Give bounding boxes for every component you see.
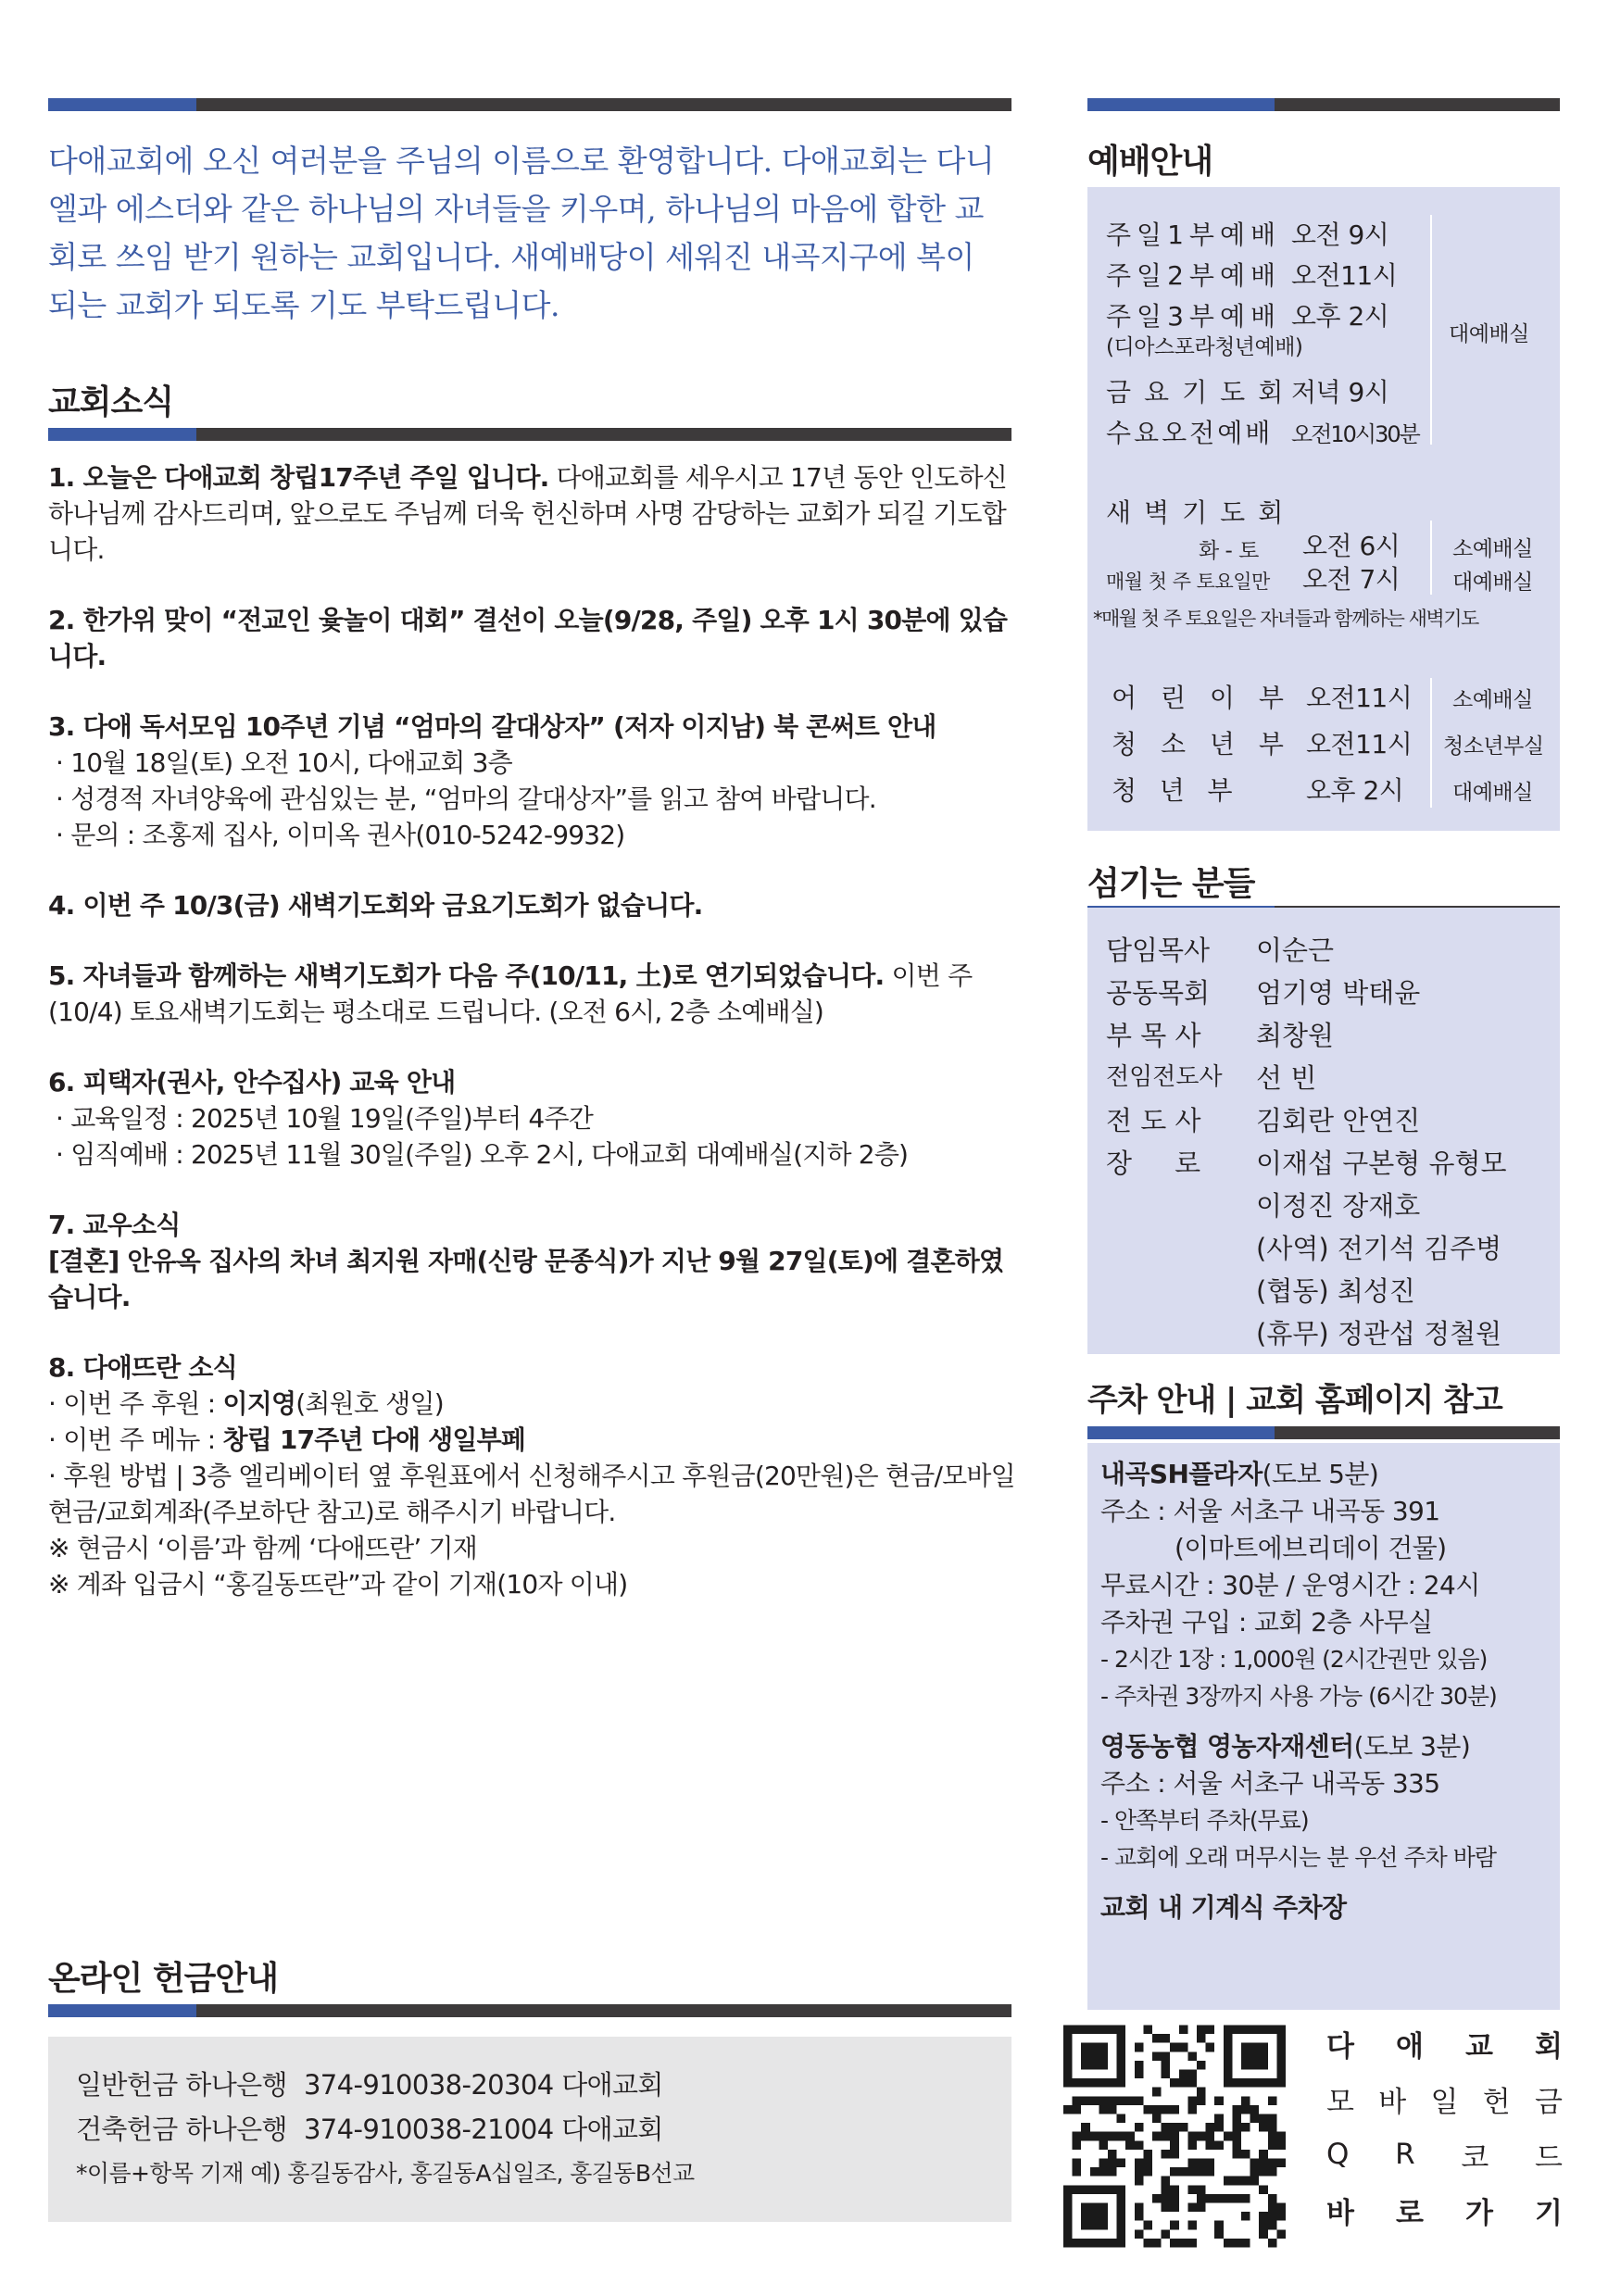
qr-caption-char: 가 bbox=[1465, 2196, 1493, 2230]
qr-caption-line-2 bbox=[1326, 2071, 1563, 2127]
news-item-3-detail: · 성경적 자녀양육에 관심있는 분, “엄마의 갈대상자”를 읽고 참여 바랍니다. bbox=[56, 784, 876, 814]
news-item-8-sponsor bbox=[48, 1386, 1016, 1422]
worship-divider-1 bbox=[1430, 215, 1432, 445]
staff-heading: 섬기는 분들 bbox=[1087, 865, 1255, 903]
qr-caption-char: R bbox=[1395, 2138, 1415, 2171]
news-item-8-sponsor-note: (최원호 생일) bbox=[295, 1388, 444, 1419]
news-item-2 bbox=[48, 602, 1016, 674]
friday-prayer-time: 저녁 9시 bbox=[1291, 377, 1389, 408]
news-item-4 bbox=[48, 887, 1016, 923]
kids-service bbox=[1112, 678, 1412, 715]
service-3-sub: (디아스포라청년예배) bbox=[1106, 335, 1303, 359]
qr-caption-char: Q bbox=[1326, 2138, 1350, 2171]
wednesday-service-time: 오전10시30분 bbox=[1291, 421, 1419, 447]
parking-2-address: 주소 : 서울 서초구 내곡동 335 bbox=[1100, 1768, 1440, 1799]
parking-1-price: - 2시간 1장 : 1,000원 (2시간권만 있음) bbox=[1100, 1646, 1488, 1673]
staff-names: 엄기영 박태윤 bbox=[1256, 977, 1421, 1009]
youth-service-time: 오후 2시 bbox=[1306, 775, 1404, 806]
offering-building-label: 건축헌금 하나은행 bbox=[76, 2114, 287, 2145]
news-item-8-menu-name: 창립 17주년 다애 생일부페 bbox=[222, 1424, 526, 1455]
news-item-8-menu bbox=[48, 1422, 1016, 1458]
service-1 bbox=[1106, 215, 1388, 252]
qr-caption-line-1 bbox=[1326, 2015, 1563, 2071]
friday-prayer-label: 금요기도회 bbox=[1106, 377, 1297, 408]
qr-caption-char: 애 bbox=[1396, 2029, 1424, 2064]
news-item-3-date: · 10월 18일(토) 오전 10시, 다애교회 3층 bbox=[56, 747, 512, 778]
parking-2-heading bbox=[1100, 1728, 1560, 1765]
service-2-label: 주일2부예배 bbox=[1106, 260, 1282, 291]
news-item-1 bbox=[48, 459, 1016, 568]
offering-building-account: 374-910038-21004 다애교회 bbox=[303, 2114, 663, 2145]
staff-role: 장 로 bbox=[1106, 1148, 1201, 1179]
teen-service-time: 오전11시 bbox=[1306, 729, 1413, 759]
qr-caption-char: 코 bbox=[1461, 2140, 1489, 2175]
qr-caption-char: 바 bbox=[1326, 2196, 1354, 2230]
offering-note: *이름+항목 기재 예) 홍길동감사, 홍길동A십일조, 홍길동B선교 bbox=[76, 2160, 695, 2187]
qr-caption-line-3 bbox=[1326, 2127, 1563, 2182]
wednesday-service-label: 수요오전예배 bbox=[1106, 418, 1274, 448]
parking-1-heading bbox=[1100, 1456, 1560, 1493]
staff-role: 담임목사 bbox=[1106, 935, 1211, 966]
parking-1-title: 내곡SH플라자 bbox=[1100, 1459, 1263, 1489]
parking-1-limit: - 주차권 3장까지 사용 가능 (6시간 30분) bbox=[1100, 1683, 1497, 1710]
worship-heading: 예배안내 bbox=[1087, 143, 1213, 181]
kids-service-place: 소예배실 bbox=[1452, 688, 1533, 712]
news-item-7-lead: 7. 교우소식 bbox=[48, 1210, 181, 1240]
service-2 bbox=[1106, 256, 1397, 293]
parking-heading: 주차 안내 | 교회 홈페이지 참고 bbox=[1087, 1382, 1502, 1419]
staff-panel bbox=[1087, 908, 1560, 1354]
parking-2-inner: - 안쪽부터 주차(무료) bbox=[1100, 1807, 1309, 1834]
staff-role: 부 목 사 bbox=[1106, 1020, 1201, 1051]
staff-names: (휴무) 정관섭 정철원 bbox=[1256, 1318, 1502, 1349]
youth-service bbox=[1112, 771, 1403, 808]
parking-2-priority: - 교회에 오래 머무시는 분 우선 주차 바람 bbox=[1100, 1844, 1497, 1871]
dawn-weekday-label: 화 - 토 bbox=[1199, 539, 1259, 563]
news-heading: 교회소식 bbox=[48, 383, 174, 421]
staff-role: 공동목회 bbox=[1106, 977, 1211, 1009]
qr-caption-char: 헌 bbox=[1482, 2085, 1511, 2119]
qr-code-image[interactable] bbox=[1063, 2023, 1286, 2250]
dawn-weekday-place: 소예배실 bbox=[1452, 537, 1533, 561]
offering-general bbox=[76, 2063, 1011, 2107]
welcome-message: 다애교회에 오신 여러분을 주님의 이름으로 환영합니다. 다애교회는 다니엘과 에스더와 같은 하나님의 자녀들을 키우며, 하나님의 마음에 합한 교회로 쓰임 받기 원하는 교회입니다. 새예배당이 세워진 내곡지구에 복이 되는 교회가 되도록 기도 부탁드립니다. bbox=[48, 143, 995, 323]
staff-role: 전 도 사 bbox=[1106, 1105, 1201, 1136]
dawn-note: *매월 첫 주 토요일은 자녀들과 함께하는 새벽기도 bbox=[1093, 608, 1478, 630]
news-item-2-lead: 2. 한가위 맞이 “전교인 윷놀이 대회” 결선이 오늘(9/28, 주일) 오후 1시 30분에 있습니다. bbox=[48, 605, 1008, 671]
news-list bbox=[48, 459, 1016, 1637]
service-2-time: 오전11시 bbox=[1291, 260, 1398, 291]
dawn-saturday-time: 오전 7시 bbox=[1302, 564, 1401, 595]
news-item-1-lead: 1. 오늘은 다애교회 창립17주년 주일 입니다. bbox=[48, 462, 549, 493]
friday-prayer bbox=[1106, 372, 1388, 409]
news-rule bbox=[48, 428, 1011, 441]
offering-heading: 온라인 헌금안내 bbox=[48, 1960, 278, 1998]
youth-service-place: 대예배실 bbox=[1452, 781, 1533, 805]
news-item-7-wedding: [결혼] 안유옥 집사의 차녀 최지원 자매(신랑 문종식)가 지난 9월 27일(토)에 결혼하였습니다. bbox=[48, 1246, 1004, 1312]
offering-building bbox=[76, 2107, 1011, 2152]
news-item-3-contact: · 문의 : 조홍제 집사, 이미옥 권사(010-5242-9932) bbox=[56, 820, 625, 850]
staff-names: 김회란 안연진 bbox=[1256, 1105, 1421, 1136]
news-item-4-lead: 4. 이번 주 10/3(금) 새벽기도회와 금요기도회가 없습니다. bbox=[48, 890, 703, 921]
offering-rule bbox=[48, 2004, 1011, 2017]
parking-rule bbox=[1087, 1426, 1560, 1439]
news-item-8-menu-label: · 이번 주 메뉴 : bbox=[48, 1424, 223, 1455]
top-left-rule bbox=[48, 98, 1011, 111]
news-item-5-lead: 5. 자녀들과 함께하는 새벽기도회가 다음 주(10/11, 土)로 연기되었습니다. bbox=[48, 960, 885, 991]
service-3-place: 대예배실 bbox=[1449, 322, 1529, 346]
staff-names: (사역) 전기석 김주병 bbox=[1256, 1233, 1502, 1264]
news-item-6-service: · 임직예배 : 2025년 11월 30일(주일) 오후 2시, 다애교회 대예배실(지하 2층) bbox=[56, 1139, 909, 1170]
worship-panel bbox=[1087, 187, 1560, 831]
qr-caption bbox=[1326, 2015, 1563, 2238]
parking-3-title: 교회 내 기계식 주차장 bbox=[1100, 1892, 1347, 1923]
news-item-5 bbox=[48, 958, 1016, 1030]
worship-divider-3 bbox=[1430, 678, 1432, 808]
qr-caption-char: 로 bbox=[1396, 2196, 1424, 2230]
wednesday-service bbox=[1106, 413, 1419, 450]
service-1-time: 오전 9시 bbox=[1291, 220, 1389, 250]
teen-service bbox=[1112, 724, 1412, 761]
staff-names: 최창원 bbox=[1256, 1020, 1335, 1051]
teen-service-place: 청소년부실 bbox=[1443, 734, 1544, 759]
service-3-time: 오후 2시 bbox=[1291, 301, 1389, 332]
news-item-3-lead: 3. 다애 독서모임 10주년 기념 “엄마의 갈대상자” (저자 이지남) 북 콘써트 안내 bbox=[48, 711, 936, 742]
parking-1-building: (이마트에브리데이 건물) bbox=[1175, 1533, 1447, 1563]
dawn-prayer-label: 새벽기도회 bbox=[1106, 497, 1297, 528]
staff-names: 선 빈 bbox=[1256, 1062, 1317, 1094]
news-item-8-sponsor-label: · 이번 주 후원 : bbox=[48, 1388, 223, 1419]
offering-general-label: 일반헌금 하나은행 bbox=[76, 2069, 287, 2101]
news-item-8-lead: 8. 다애뜨란 소식 bbox=[48, 1352, 237, 1383]
qr-caption-char: 다 bbox=[1326, 2029, 1354, 2064]
staff-names: 이정진 장재호 bbox=[1256, 1190, 1421, 1222]
staff-role: 전임전도사 bbox=[1106, 1063, 1223, 1091]
qr-caption-line-4 bbox=[1326, 2182, 1563, 2238]
news-item-5-body: 이번 주(10/4) 토요새벽기도회는 평소대로 드립니다. (오전 6시, 2층 소예배실) bbox=[48, 960, 973, 1027]
news-item-6 bbox=[48, 1064, 1016, 1173]
parking-panel bbox=[1087, 1443, 1560, 2010]
qr-caption-char: 기 bbox=[1535, 2196, 1563, 2230]
dawn-saturday-label: 매월 첫 주 토요일만 bbox=[1106, 571, 1270, 593]
parking-1-ticket: 주차권 구입 : 교회 2층 사무실 bbox=[1100, 1607, 1433, 1637]
news-item-6-schedule: · 교육일정 : 2025년 10월 19일(주일)부터 4주간 bbox=[56, 1103, 593, 1134]
news-item-3 bbox=[48, 709, 1016, 853]
qr-caption-char: 바 bbox=[1378, 2085, 1407, 2119]
kids-service-label: 어 린 이 부 bbox=[1112, 683, 1284, 713]
qr-caption-char: 교 bbox=[1465, 2029, 1493, 2064]
parking-1-walk: (도보 5분) bbox=[1262, 1459, 1379, 1489]
dawn-weekday-time: 오전 6시 bbox=[1302, 531, 1401, 561]
news-item-8 bbox=[48, 1349, 1016, 1602]
news-item-8-method: · 후원 방법 | 3층 엘리베이터 옆 후원표에서 신청해주시고 후원금(20만원)은 현금/모바일현금/교회계좌(주보하단 참고)로 해주시기 바랍니다. bbox=[48, 1461, 1015, 1527]
service-1-label: 주일1부예배 bbox=[1106, 220, 1282, 250]
offering-general-account: 374-910038-20304 다애교회 bbox=[303, 2069, 663, 2101]
parking-1-hours: 무료시간 : 30분 / 운영시간 : 24시 bbox=[1100, 1570, 1480, 1600]
news-item-8-note-transfer: ※ 계좌 입금시 “홍길동뜨란”과 같이 기재(10자 이내) bbox=[48, 1569, 628, 1600]
staff-names: (협동) 최성진 bbox=[1256, 1275, 1415, 1307]
parking-1-address: 주소 : 서울 서초구 내곡동 391 bbox=[1100, 1496, 1440, 1526]
top-right-rule bbox=[1087, 98, 1560, 111]
dawn-saturday-place: 대예배실 bbox=[1452, 571, 1533, 595]
teen-service-label: 청 소 년 부 bbox=[1112, 729, 1284, 759]
qr-caption-char: 회 bbox=[1535, 2029, 1563, 2064]
news-item-8-note-cash: ※ 현금시 ‘이름’과 함께 ‘다애뜨란’ 기재 bbox=[48, 1533, 478, 1563]
qr-caption-char: 일 bbox=[1430, 2085, 1459, 2119]
news-item-7 bbox=[48, 1207, 1016, 1315]
qr-caption-char: 드 bbox=[1535, 2140, 1563, 2175]
service-3 bbox=[1106, 296, 1388, 333]
news-item-6-lead: 6. 피택자(권사, 안수집사) 교육 안내 bbox=[48, 1067, 456, 1098]
parking-2-walk: (도보 3분) bbox=[1353, 1731, 1471, 1762]
service-3-label: 주일3부예배 bbox=[1106, 301, 1282, 332]
staff-names: 이순근 bbox=[1256, 935, 1335, 966]
worship-divider-2 bbox=[1430, 521, 1432, 595]
qr-caption-char: 모 bbox=[1326, 2085, 1354, 2119]
staff-names: 이재섭 구본형 유형모 bbox=[1256, 1148, 1507, 1179]
news-item-1-body: 다애교회를 세우시고 17년 동안 인도하신 하나님께 감사드리며, 앞으로도 주님께 더욱 헌신하며 사명 감당하는 교회가 되길 기도합니다. bbox=[48, 462, 1007, 565]
parking-2-title: 영동농협 영농자재센터 bbox=[1100, 1731, 1354, 1762]
offering-box bbox=[48, 2037, 1011, 2222]
kids-service-time: 오전11시 bbox=[1306, 683, 1413, 713]
news-item-8-sponsor-name: 이지영 bbox=[222, 1388, 296, 1419]
youth-service-label: 청 년 부 bbox=[1112, 775, 1233, 806]
qr-caption-char: 금 bbox=[1535, 2085, 1563, 2119]
